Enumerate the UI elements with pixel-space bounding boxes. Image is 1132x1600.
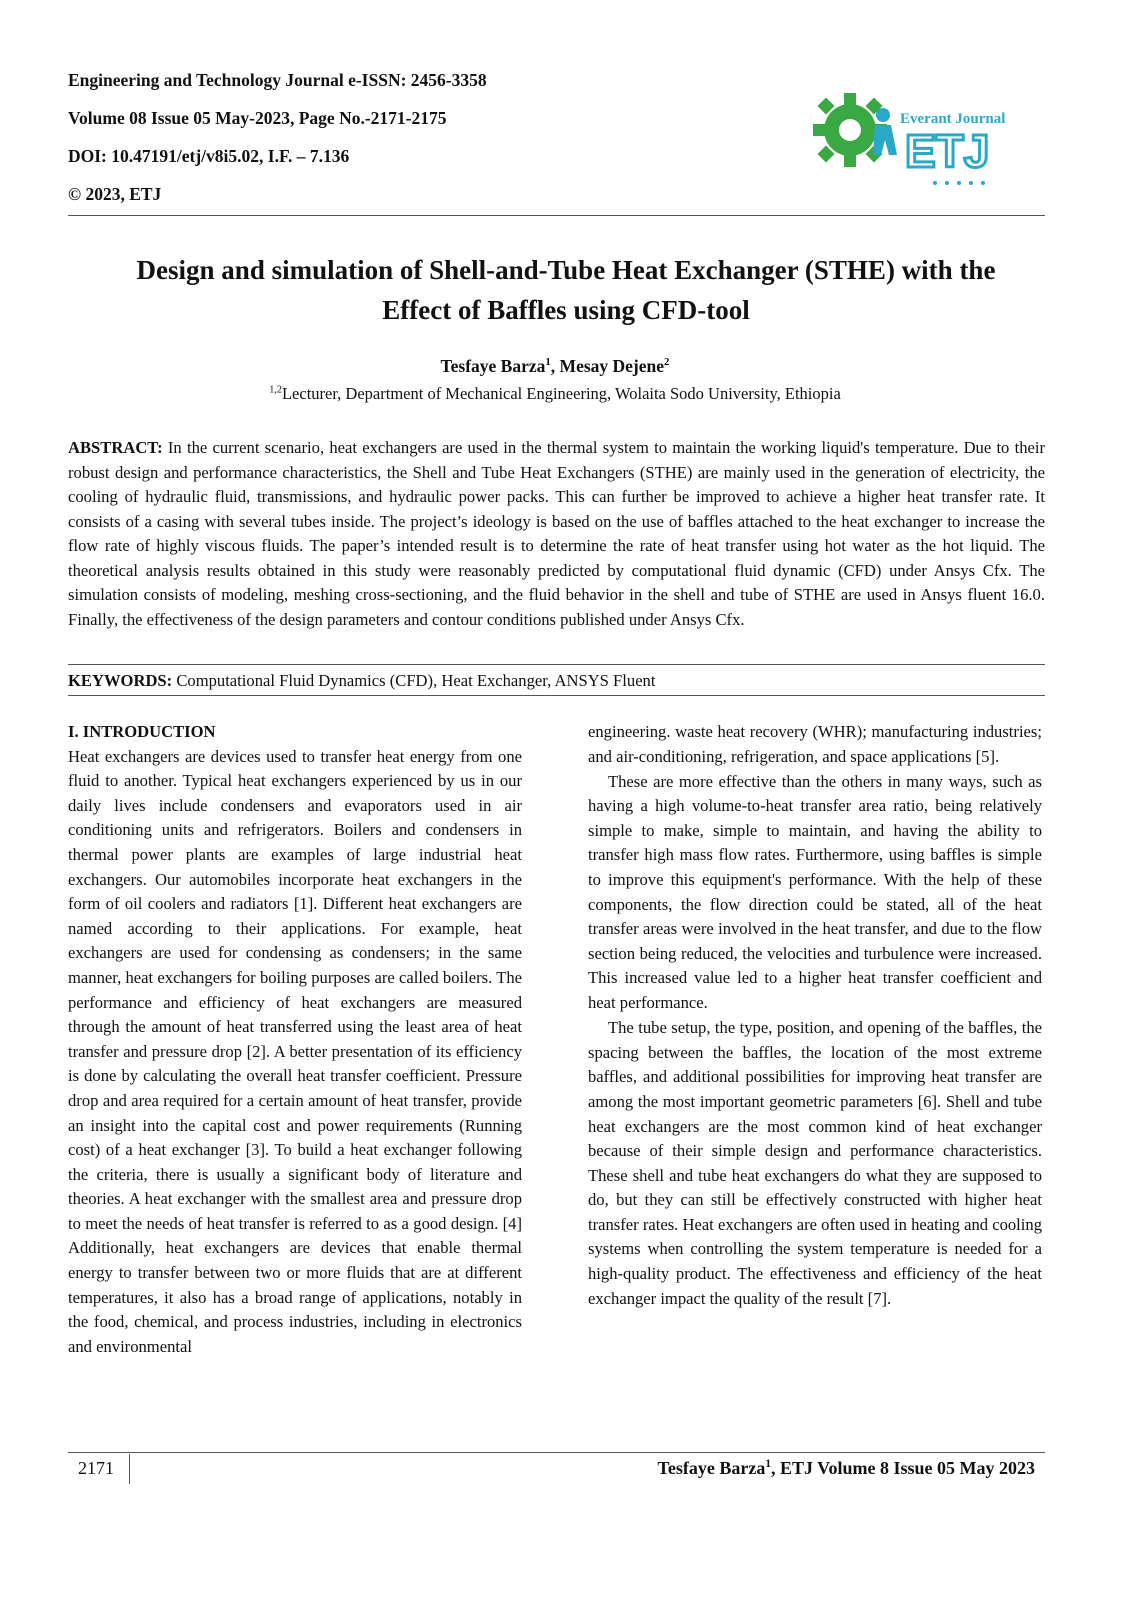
author-2: Mesay Dejene bbox=[559, 356, 665, 376]
keywords-divider bbox=[68, 695, 1045, 696]
author-list bbox=[0, 356, 1110, 377]
keywords-text: Computational Fluid Dynamics (CFD), Heat Exchanger, ANSYS Fluent bbox=[172, 671, 656, 690]
left-column bbox=[68, 720, 522, 1359]
footer-author-sup: 1 bbox=[765, 1458, 771, 1470]
footer-divider bbox=[68, 1452, 1045, 1453]
abstract-label: ABSTRACT: bbox=[68, 438, 163, 457]
author-2-sup: 2 bbox=[664, 356, 670, 369]
person-icon bbox=[873, 108, 897, 155]
abstract bbox=[68, 436, 1045, 632]
doi: DOI: 10.47191/etj/v8i5.02, I.F. – 7.136 bbox=[68, 146, 350, 166]
right-column bbox=[588, 720, 1042, 1311]
author-1: Tesfaye Barza bbox=[440, 356, 546, 376]
logo-decoration bbox=[933, 181, 985, 185]
footer-author: Tesfaye Barza bbox=[657, 1458, 766, 1478]
intro-paragraph-1: Heat exchangers are devices used to transfer heat energy from one fluid to another. Typical heat exchangers experienced by us in our daily lives include condensers and evaporators used in air conditioning units and refrigerators. Boilers and condensers in thermal power plants are examples of large industrial heat exchangers. Our automobiles incorporate heat exchangers in the form of oil coolers and radiators [1]. Different heat exchangers are named according to their applications. For example, heat exchangers are used for condensing as condensers; in the same manner, heat exchangers for boiling purposes are called boilers. The performance and efficiency of heat exchangers are measured through the amount of heat transferred using the least area of heat transfer and pressure drop [2]. A better presentation of its efficiency is done by calculating the overall heat transfer coefficient. Pressure drop and area required for a certain amount of heat transfer, provide an insight into the capital cost and power requirements (Running cost) of a heat exchanger [3]. To build a heat exchanger following the criteria, there is usually a significant body of literature and theories. A heat exchanger with the smallest area and pressure drop to meet the needs of heat transfer is referred to as a good design. [4] Additionally, heat exchangers are devices that enable thermal energy to transfer between two or more fluids that are at different temperatures, it also has a broad range of applications, notably in the food, chemical, and process industries, including in electronics and environmental bbox=[68, 746, 522, 1356]
author-1-sup: 1 bbox=[545, 356, 551, 369]
intro-paragraph-3: These are more effective than the others in many ways, such as having a high volume-to-heat transfer area ratio, being relatively simple to make, simple to maintain, and having the ability to transfer high mass flow rates. Furthermore, using baffles is simple to improve this equipment's performance. With the help of these components, the flow direction could be stated, all of the heat transfer areas were involved in the heat transfer, and due to the flow section being reduced, the velocities and turbulence were increased. This increased value led to a higher heat transfer coefficient and heat performance. bbox=[588, 771, 1042, 1013]
header-divider bbox=[68, 215, 1045, 216]
abstract-text: In the current scenario, heat exchangers are used in the thermal system to maintain the working liquid's temperature. Due to their robust design and performance characteristics, the Shell and Tube Heat Exchangers (STHE) are mainly used in the generation of electricity, the cooling of hydraulic fluid, transmissions, and hydraulic power packs. This can further be improved to achieve a higher heat transfer rate. It consists of a casing with several tubes inside. The project’s ideology is based on the use of baffles attached to the heat exchanger to increase the flow rate of highly viscous fluids. The paper’s intended result is to determine the rate of heat transfer using hot water as the hot liquid. The theoretical analysis results obtained in this study were reasonably predicted by computational fluid dynamic (CFD) under Ansys Cfx. The simulation consists of modeling, meshing cross-sectioning, and the fluid behavior in the shell and tube of STHE are used in Ansys fluent 16.0. Finally, the effectiveness of the design parameters and contour conditions published under Ansys Cfx. bbox=[68, 438, 1045, 629]
journal-logo bbox=[805, 85, 1025, 195]
title-line-1: Design and simulation of Shell-and-Tube Heat Exchanger (STHE) with the bbox=[136, 255, 996, 285]
intro-paragraph-4: The tube setup, the type, position, and opening of the baffles, the spacing between the baffles, the location of the most extreme baffles, and additional possibilities for improving heat transfer are among the most important geometric parameters [6]. Shell and tube heat exchangers are the most common kind of heat exchanger because of their simple design and performance characteristics. These shell and tube heat exchangers do what they are supposed to do, but they can still be effectively constructed with higher heat transfer rates. Heat exchangers are often used in heating and cooling systems when controlling the system temperature is needed for a high-quality product. The effectiveness and efficiency of the heat exchanger impact the quality of the result [7]. bbox=[588, 1018, 1042, 1308]
abstract-divider bbox=[68, 664, 1045, 665]
copyright: © 2023, ETJ bbox=[68, 184, 162, 204]
keywords bbox=[68, 669, 1045, 693]
paper-title bbox=[30, 250, 1102, 330]
keywords-label: KEYWORDS: bbox=[68, 671, 173, 690]
page-number: 2171 bbox=[78, 1458, 114, 1478]
footer-issue: , ETJ Volume 8 Issue 05 May 2023 bbox=[770, 1458, 1035, 1478]
journal-name: Engineering and Technology Journal e-ISSN: 2456-3358 bbox=[68, 70, 487, 90]
logo-text-top: Everant Journal bbox=[900, 111, 1006, 127]
affiliation-sup: 1,2 bbox=[269, 384, 282, 396]
section-heading-introduction: I. INTRODUCTION bbox=[68, 722, 216, 741]
affiliation-text: Lecturer, Department of Mechanical Engineering, Wolaita Sodo University, Ethiopia bbox=[281, 384, 841, 403]
author-separator: , bbox=[550, 356, 560, 376]
footer-separator bbox=[129, 1454, 130, 1484]
intro-paragraph-2: engineering. waste heat recovery (WHR); manufacturing industries; and air-conditioning, refrigeration, and space applications [5]. bbox=[588, 722, 1042, 766]
title-line-2: Effect of Baffles using CFD-tool bbox=[382, 295, 750, 325]
affiliation bbox=[0, 384, 1110, 404]
footer-citation bbox=[658, 1458, 1035, 1479]
logo-text-main: ETJ bbox=[905, 125, 990, 177]
volume-info: Volume 08 Issue 05 May-2023, Page No.-2171-2175 bbox=[68, 108, 447, 128]
